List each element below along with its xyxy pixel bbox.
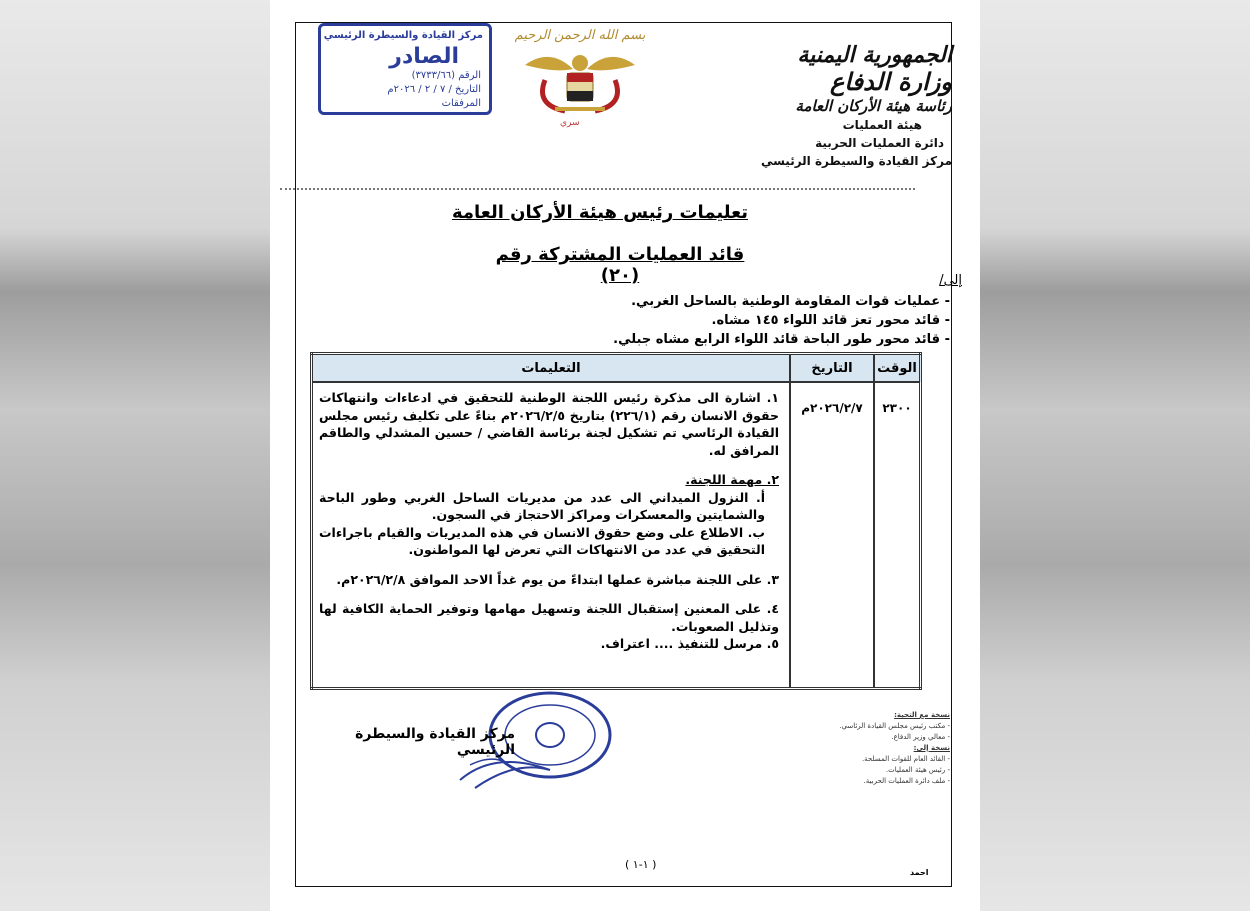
copies-heading-2: نسخة إلى: [913,744,950,752]
header-instructions: التعليمات [312,354,791,383]
copies-list [790,710,950,787]
document-subtitle: قائد العمليات المشتركة رقم (٢٠) [495,244,745,286]
recipient-item: - قائد محور تعز قائد اللواء ١٤٥ مشاه. [530,311,950,330]
recipients-list [530,292,950,349]
document-page [270,0,980,911]
org-line-ministry: وزارة الدفاع [829,67,952,96]
stamp-main: الصادر [389,44,459,69]
header-date: التاريخ [790,354,874,383]
signature-block: مركز القيادة والسيطرة الرئيسي [355,726,515,758]
stamp-number: الرقم (٣٧٣٣/٦٦) [411,70,481,81]
time-cell: ٢٣٠٠ [874,382,921,689]
document-title: تعليمات رئيس هيئة الأركان العامة [451,202,749,223]
instruction-3: ٣. على اللجنة مباشرة عملها ابتداءً من يوم غداً الاحد الموافق ٢٠٢٦/٢/٨م. [336,571,779,587]
stamp-attachments: المرفقات [441,98,481,109]
instruction-1: ١. اشارة الى مذكرة رئيس اللجنة الوطنية للتحقيق في ادعاءات وانتهاكات حقوق الانسان رقم (٢٢٦/١) بتاريخ ٢٠٢٦/٢/٥م بناءً على تكليف رئيس مجلس القيادة الرئاسي تم تشكيل لجنة برئاسة القاضي / حسين المشدلي والطاقم المرافق له. [319,390,779,458]
instruction-2b: ب. الاطلاع على وضع حقوق الانسان في هذه المديريات والقيام باجراءات التحقيق في عدد من الانتهاكات التي تعرض لها المواطنون. [319,524,765,557]
page-number: ( ١-١ ) [625,858,657,871]
to-label: إلى/ [939,273,962,288]
instructions-cell [312,382,791,689]
svg-text:بسم الله الرحمن الرحيم: بسم الله الرحمن الرحيم [515,28,645,43]
instruction-2-heading: ٢. مهمة اللجنة. [685,472,779,487]
outgoing-stamp [318,23,492,115]
divider [280,188,915,190]
date-cell: ٢٠٢٦/٢/٧م [790,382,874,689]
copy-item: - ملف دائرة العمليات الحربية. [863,777,950,785]
stamp-date: التاريخ / ٧ / ٢ / ٢٠٢٦م [387,84,481,95]
copy-item: - مكتب رئيس مجلس القيادة الرئاسي. [839,722,950,730]
organization-header [722,42,952,170]
org-line-war-ops: دائرة العمليات الحربية [815,136,944,150]
recipient-item: - عمليات قوات المقاومة الوطنية بالساحل الغربي. [530,292,950,311]
org-line-command-center: مركز القيادة والسيطرة الرئيسي [760,154,952,168]
stamp-title: مركز القيادة والسيطرة الرئيسي [323,30,483,41]
national-emblem-icon [515,25,645,120]
instruction-2a: أ. النزول الميداني الى عدد من مديريات الساحل الغربي وطور الباحة والشمايتين والمعسكرات ومراكز الاحتجاز في السجون. [319,489,765,522]
copy-item: - رئيس هيئة العمليات. [885,766,950,774]
copy-item: - القائد العام للقوات المسلحة. [861,755,950,763]
org-line-operations: هيئة العمليات [842,118,922,132]
instruction-4: ٤. على المعنين إستقبال اللجنة وتسهيل مهامها وتوفير الحماية الكافية لها وتذليل الصعوبات. [319,601,779,634]
emblem-caption: سري [560,118,580,128]
footer-name: احمد [910,868,929,877]
instructions-table [310,352,922,690]
instruction-5: ٥. مرسل للتنفيذ .... اعتراف. [600,636,779,651]
recipient-item: - قائد محور طور الباحة قائد اللواء الرابع مشاه جبلي. [530,330,950,349]
header-time: الوقت [874,354,921,383]
copies-heading-1: نسخة مع التحية: [894,711,950,719]
org-line-republic: الجمهورية اليمنية [797,42,952,68]
copy-item: - معالي وزير الدفاع. [891,733,950,741]
org-line-staff: رئاسة هيئة الأركان العامة [795,97,952,115]
